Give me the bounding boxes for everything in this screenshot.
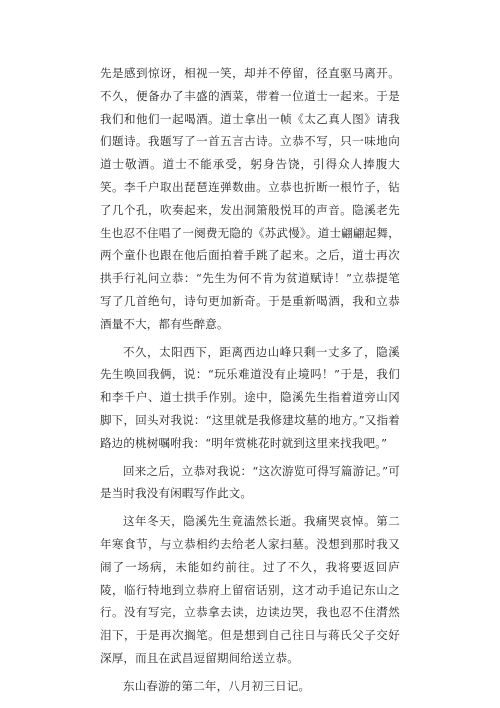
paragraph-5: 东山春游的第二年，八月初三日记。	[123, 678, 311, 693]
paragraph-3: 回来之后，立恭对我说：“这次游览可得写篇游记。”可是当时我没有闲暇写作此文。	[100, 463, 400, 501]
paragraph-1: 先是感到惊讶，相视一笑，却并不停留，径直驱马离开。不久，便备办了丰盛的酒菜，带着一位道士一起来。于是我们和他们一起喝酒。道士拿出一帧《太乙真人图》请我们题诗。我题写了一首五言古诗。立恭不写，只一味地向道士敬酒。道士不能承受，躬身告饶，引得众人捧腹大笑。李千户取出琵琶连弹数曲。立恭也折断一根竹子，钻了几个孔，吹奏起来，发出洞箫般悦耳的声音。隐溪老先生也忍不住唱了一阕费无隐的《苏武慢》。道士翩翩起舞，两个童仆也跟在他后面拍着手跳了起来。之后，道士再次拱手行礼问立恭：“先生为何不肯为贫道赋诗！”立恭提笔写了几首绝句，诗句更加新奇。于是重新喝酒，我和立恭酒量不大，都有些醉意。	[100, 66, 400, 331]
paragraph-2: 不久，太阳西下，距离西边山峰只剩一丈多了，隐溪先生唤回我俩，说：“玩乐难道没有止境吗！”于是，我们和李千户、道士拱手作别。途中，隐溪先生指着道旁山冈脚下，回头对我说：“这里就是我修建坟墓的地方。”又指着路边的桃树嘱咐我：“明年赏桃花时就到这里来找我吧。”	[100, 344, 400, 450]
paragraph-4: 这年冬天，隐溪先生竟溘然长逝。我痛哭哀悼。第二年寒食节，与立恭相约去给老人家扫墓。没想到那时我又闹了一场病，未能如约前往。过了不久，我将要返回庐陵，临行特地到立恭府上留宿话别，这才动手追记东山之行。没有写完，立恭拿去读，边读边哭，我也忍不住潸然泪下，于是再次搁笔。但是想到自己往日与蒋氏父子交好深厚，而且在武昌逗留期间给送立恭。	[100, 514, 400, 665]
document-body	[100, 62, 400, 703]
